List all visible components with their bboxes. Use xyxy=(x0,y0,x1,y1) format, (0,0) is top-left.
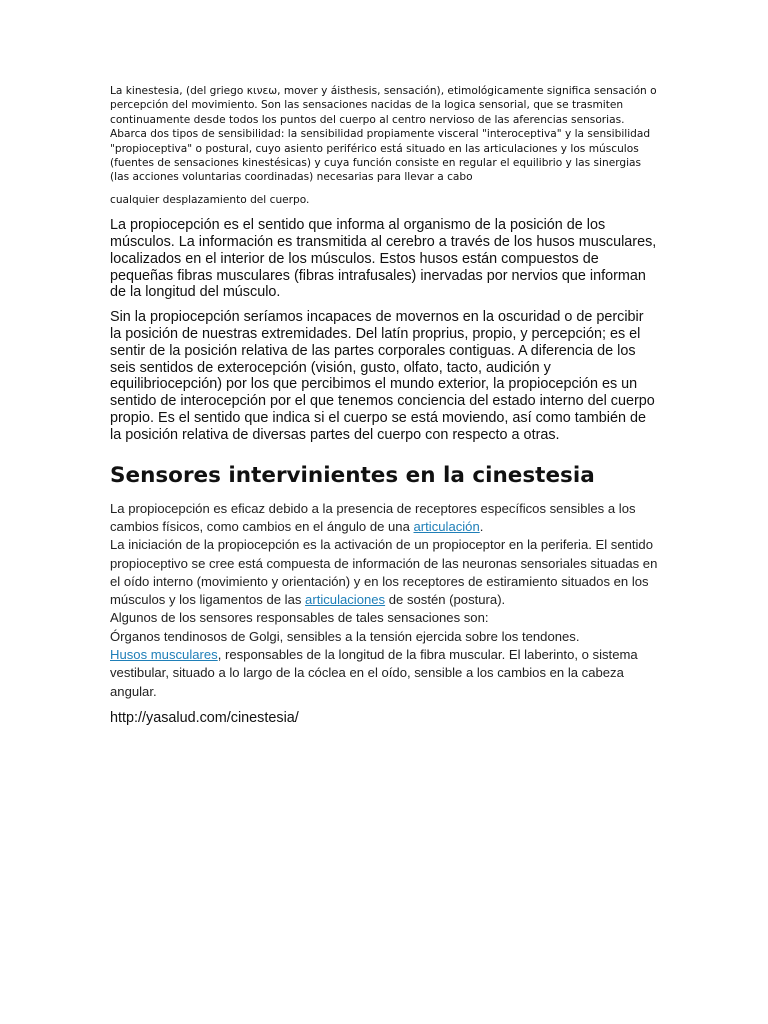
husos-musculares-link[interactable]: Husos musculares xyxy=(110,646,218,662)
intro-continuation: cualquier desplazamiento del cuerpo. xyxy=(110,193,310,206)
section-line-5-text: , responsables de la longitud de la fibra muscular. El laberinto, o sistema vestibular, situado a lo largo de la cóclea en el oído, sensible a los cambios en la cabeza angular. xyxy=(110,646,638,699)
section-line-5 xyxy=(110,646,658,701)
section-body xyxy=(110,500,658,701)
section-line-1-text: La propiocepción es eficaz debido a la presencia de receptores específicos sensibles a los cambios físicos, como cambios en el ángulo de una xyxy=(110,500,636,534)
source-url: http://yasalud.com/cinestesia/ xyxy=(110,709,299,726)
section-line-1-end: . xyxy=(479,518,484,534)
section-line-4: Órganos tendinosos de Golgi, sensibles a la tensión ejercida sobre los tendones. xyxy=(110,628,580,644)
section-heading: Sensores intervinientes en la cinestesia xyxy=(110,462,595,488)
section-line-2 xyxy=(110,536,658,609)
section-line-2-end: de sostén (postura). xyxy=(385,592,506,608)
document-page xyxy=(110,84,658,727)
section-line-1 xyxy=(110,500,658,537)
section-line-3: Algunos de los sensores responsables de tales sensaciones son: xyxy=(110,610,489,626)
articulaciones-link[interactable]: articulaciones xyxy=(305,592,386,608)
intro-paragraph: La kinestesia, (del griego κινεω, mover y áisthesis, sensación), etimológicamente significa sensación o percepción del movimiento. Son las sensaciones nacidas de la logica sensorial, que se trasmiten continuamente desde todos los puntos del cuerpo al centro nervioso de las aferencias sensorias. Abarca dos tipos de sensibilidad: la sensibilidad propiamente visceral "interoceptiva" y la sensibilidad "propioceptiva" o postural, cuyo asiento periférico está situado en las articulaciones y los músculos (fuentes de sensaciones kinestésicas) y cuya función consiste en regular el equilibrio y las sinergias (las acciones voluntarias coordinadas) necesarias para llevar a cabo xyxy=(110,85,657,184)
articulacion-link[interactable]: articulación xyxy=(413,518,480,534)
propiocepcion-paragraph-2: Sin la propiocepción seríamos incapaces de movernos en la oscuridad o de percibir la posición de nuestras extremidades. Del latín proprius, propio, y percepción; es el sentir de la posición relativa de las partes corporales contiguas. A diferencia de los seis sentidos de exterocepción (visión, gusto, olfato, tacto, audición y equilibriocepción) por los que percibimos el mundo exterior, la propiocepción es un sentido de interocepción por el que tenemos conciencia del estado interno del cuerpo propio. Es el sentido que indica si el cuerpo se está moviendo, así como también de la posición relativa de diversas partes del cuerpo con respecto a otras. xyxy=(110,309,655,443)
propiocepcion-paragraph-1: La propiocepción es el sentido que informa al organismo de la posición de los músculos. La información es transmitida al cerebro a través de los husos musculares, localizados en el interior de los músculos. Estos husos están compuestos de pequeñas fibras musculares (fibras intrafusales) inervadas por nervios que informan de la longitud del músculo. xyxy=(110,217,657,301)
section-line-2-text: La iniciación de la propiocepción es la activación de un propioceptor en la periferia. El sentido propioceptivo se cree está compuesta de información de las neuronas sensoriales situadas en el oído interno (movimiento y orientación) y en los receptores de estiramiento situados en los músculos y los ligamentos de las xyxy=(110,537,658,608)
